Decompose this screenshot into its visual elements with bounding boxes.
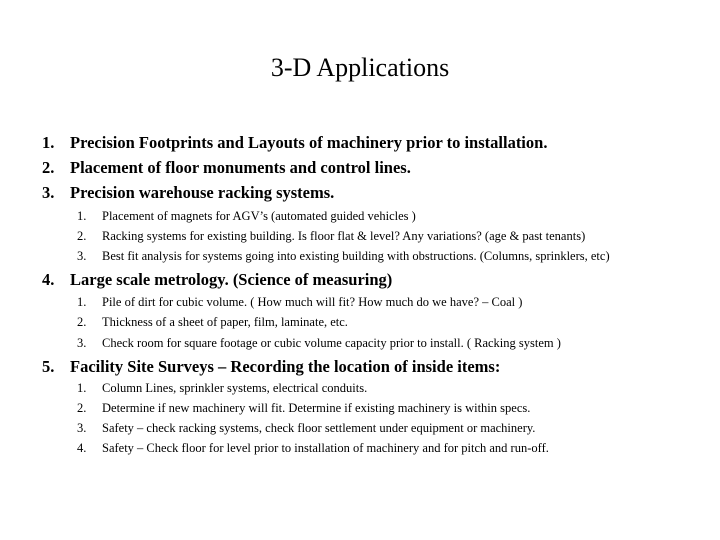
sub-item-text: Placement of magnets for AGV’s (automated guided vehicles ) — [102, 209, 416, 223]
sub-item-number: 3. — [77, 336, 87, 350]
item-text: Facility Site Surveys – Recording the location of inside items: — [70, 357, 501, 376]
sub-item-number: 1. — [77, 381, 87, 395]
item-number: 5. — [42, 357, 55, 376]
sub-item-text: Column Lines, sprinkler systems, electrical conduits. — [102, 381, 368, 395]
sub-item-text: Thickness of a sheet of paper, film, laminate, etc. — [102, 315, 348, 329]
item-number: 1. — [42, 133, 55, 152]
sub-item-number: 3. — [77, 421, 87, 435]
sub-item-number: 1. — [77, 209, 87, 223]
sub-item-text: Safety – Check floor for level prior to installation of machinery and for pitch and run-off. — [102, 441, 549, 455]
item-number: 3. — [42, 183, 55, 202]
sub-item-number: 2. — [77, 229, 87, 243]
item-text: Precision Footprints and Layouts of machinery prior to installation. — [70, 133, 548, 152]
sub-item-number: 1. — [77, 295, 87, 309]
sub-item-text: Pile of dirt for cubic volume. ( How much will fit? How much do we have? – Coal ) — [102, 295, 523, 309]
sub-item-number: 3. — [77, 249, 87, 263]
sub-item-number: 4. — [77, 441, 87, 455]
slide-title: 3-D Applications — [270, 53, 450, 82]
sub-item-text: Racking systems for existing building. Is floor flat & level? Any variations? (age & past tenants) — [102, 229, 586, 243]
sub-item-number: 2. — [77, 315, 87, 329]
sub-item-text: Determine if new machinery will fit. Determine if existing machinery is within specs. — [102, 401, 531, 415]
sub-item-number: 2. — [77, 401, 87, 415]
item-text: Precision warehouse racking systems. — [70, 183, 335, 202]
sub-item-text: Best fit analysis for systems going into existing building with obstructions. (Columns, sprinklers, etc) — [102, 249, 610, 263]
item-number: 4. — [42, 270, 55, 289]
sub-item-text: Safety – check racking systems, check floor settlement under equipment or machinery. — [102, 421, 536, 435]
sub-item-text: Check room for square footage or cubic volume capacity prior to install. ( Racking system ) — [102, 336, 561, 350]
item-text: Placement of floor monuments and control lines. — [70, 158, 411, 177]
item-text: Large scale metrology. (Science of measuring) — [70, 270, 393, 289]
item-number: 2. — [42, 158, 55, 177]
